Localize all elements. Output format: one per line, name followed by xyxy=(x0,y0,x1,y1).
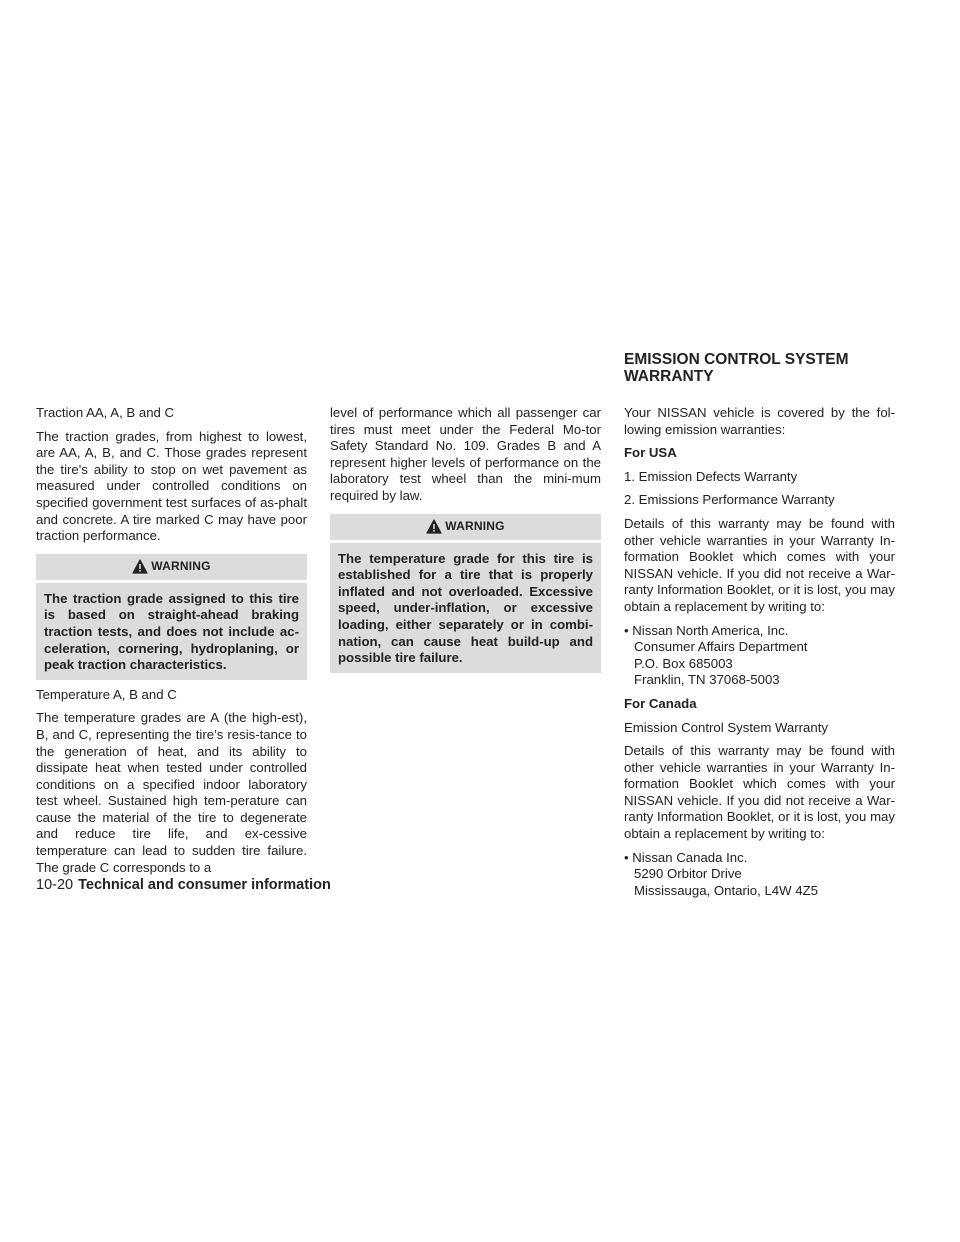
usa-heading: For USA xyxy=(624,445,677,461)
usa-details: Details of this warranty may be found with other vehicle warranties in your Warranty In-formation Booklet which comes with your NISSAN vehicle. If you did not receive a War-ranty Information Booklet, or it is lost, you may obtain a replacement by writing to: xyxy=(624,515,895,614)
warranty-item-2: 2. Emissions Performance Warranty xyxy=(624,492,835,508)
warning-triangle-icon xyxy=(132,559,148,574)
address-line: Mississauga, Ontario, L4W 4Z5 xyxy=(634,882,818,898)
canada-address xyxy=(624,850,895,900)
warning-title: WARNING xyxy=(445,519,505,534)
warranty-item-1: 1. Emission Defects Warranty xyxy=(624,468,798,484)
warning-body: The temperature grade for this tire is established for a tire that is properly inflated and not overloaded. Excessive speed, under-inflation, or excessive loading, either separately or in combi-nation, can cause heat build-up and possible tire failure. xyxy=(338,550,593,666)
warning-body: The traction grade assigned to this tire is based on straight-ahead braking traction tests, and does not include ac-celeration, cornering, hydroplaning, or peak traction characteristics. xyxy=(44,590,299,673)
canada-subheading: Emission Control System Warranty xyxy=(624,719,828,735)
column-1 xyxy=(36,405,307,883)
warning-title: WARNING xyxy=(151,559,211,574)
temperature-heading: Temperature A, B and C xyxy=(36,686,177,702)
temperature-paragraph-cont: level of performance which all passenger car tires must meet under the Federal Mo-tor Safety Standard No. 109. Grades B and A represent higher levels of performance on the laboratory test wheel than the mini-mum required by law. xyxy=(330,405,601,503)
address-line: Franklin, TN 37068-5003 xyxy=(634,672,780,688)
traction-warning-box xyxy=(36,554,307,680)
address-line: P.O. Box 685003 xyxy=(634,655,733,671)
address-line: 5290 Orbitor Drive xyxy=(634,866,742,882)
address-line: • Nissan North America, Inc. xyxy=(624,622,789,638)
address-line: • Nissan Canada Inc. xyxy=(624,849,748,865)
usa-address xyxy=(624,623,895,689)
canada-details: Details of this warranty may be found with other vehicle warranties in your Warranty In-formation Booklet which comes with your NISSAN vehicle. If you did not receive a War-ranty Information Booklet, or it is lost, you may obtain a replacement by writing to: xyxy=(624,743,895,842)
column-2 xyxy=(330,405,601,680)
section-title: EMISSION CONTROL SYSTEM WARRANTY xyxy=(624,351,849,385)
canada-heading: For Canada xyxy=(624,695,697,711)
address-line: Consumer Affairs Department xyxy=(634,639,808,655)
chapter-title: Technical and consumer information xyxy=(78,877,331,893)
traction-heading: Traction AA, A, B and C xyxy=(36,405,175,420)
temperature-warning-box xyxy=(330,514,601,673)
column-3 xyxy=(624,405,895,906)
traction-paragraph: The traction grades, from highest to lowest, are AA, A, B, and C. Those grades represent the tire's ability to stop on wet pavement as measured under controlled conditions on specified government test surfaces of as-phalt and concrete. A tire marked C may have poor traction performance. xyxy=(36,428,307,544)
emission-intro: Your NISSAN vehicle is covered by the fol-lowing emission warranties: xyxy=(624,405,895,437)
page-number: 10-20 xyxy=(36,877,74,893)
warning-triangle-icon xyxy=(426,519,442,534)
temperature-paragraph: The temperature grades are A (the high-est), B, and C, representing the tire’s resis-tance to the generation of heat, and its ability to dissipate heat when tested under controlled conditions on a specified indoor laboratory test wheel. Sustained high tem-perature can cause the material of the tire to degenerate and reduce tire life, and ex-cessive temperature can lead to sudden tire failure. The grade C corresponds to a xyxy=(36,710,307,875)
page-footer xyxy=(36,877,331,894)
